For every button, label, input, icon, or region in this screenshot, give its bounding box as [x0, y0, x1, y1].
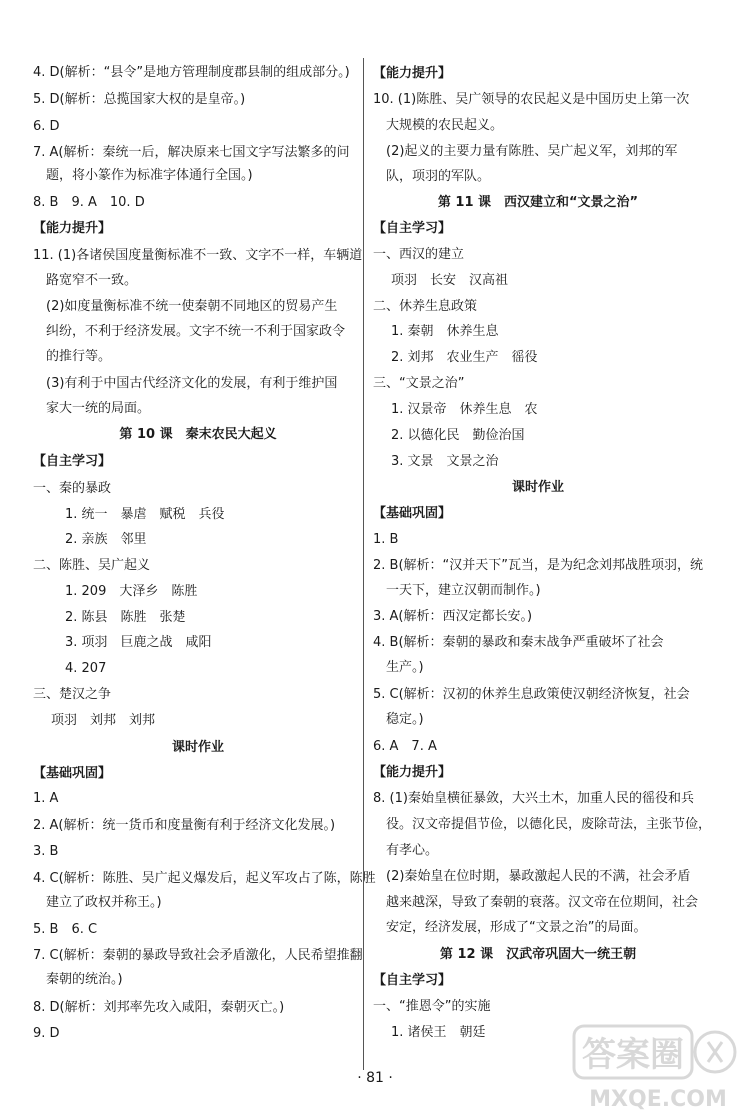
section-heading: 【基础巩固】	[373, 506, 452, 521]
homework-heading: 课时作业	[511, 480, 564, 495]
answer-5: 5. C(解析：汉初的休养生息政策使汉朝经济恢复，社会	[373, 687, 690, 702]
answer-7-cont: 题，将小篆作为标准字体通行全国。)	[46, 168, 253, 183]
answer-10-2: (2)起义的主要力量有陈胜、吴广起义军，刘邦的军	[386, 144, 678, 159]
list-item: 1. 汉景帝 休养生息 农	[391, 402, 538, 417]
answer-3: 3. A(解析：西汉定都长安。)	[373, 609, 533, 624]
subheading: 三、“文景之治”	[373, 376, 465, 391]
answer-2-cont: 一天下，建立汉朝而制作。)	[386, 583, 541, 598]
section-heading: 【能力提升】	[33, 221, 112, 236]
list-item: 4. 207	[65, 661, 107, 676]
section-heading: 【基础巩固】	[33, 766, 112, 781]
column-divider	[363, 58, 364, 1070]
subheading: 一、“推恩令”的实施	[373, 999, 491, 1014]
answer-7: 7. A(解析：秦统一后，解决原来七国文字写法繁多的问	[33, 145, 350, 160]
answer-5-6: 5. B 6. C	[33, 922, 98, 937]
answer-11-2-cont: 的推行等。	[46, 349, 112, 364]
subheading: 一、秦的暴政	[33, 481, 112, 496]
answer-4: 4. C(解析：陈胜、吴广起义爆发后，起义军攻占了陈，陈胜	[33, 871, 376, 886]
answer-11-3-cont: 家大一统的局面。	[46, 401, 151, 416]
answer-8-cont: 有孝心。	[386, 843, 439, 858]
section-heading: 【自主学习】	[33, 454, 112, 469]
list-item: 1. 诸侯王 朝廷	[391, 1025, 486, 1040]
answer-6-7: 6. A 7. A	[373, 739, 437, 754]
subheading: 二、休养生息政策	[373, 299, 478, 314]
section-heading: 【自主学习】	[373, 221, 452, 236]
homework-heading: 课时作业	[171, 740, 224, 755]
answer-8-cont: 役。汉文帝提倡节俭，以德化民，废除苛法，主张节俭，	[386, 817, 712, 832]
answer-7-cont: 秦朝的统治。)	[46, 972, 123, 987]
answer-1: 1. B	[373, 532, 399, 547]
answer-8: 8. D(解析：刘邦率先攻入咸阳，秦朝灭亡。)	[33, 1000, 285, 1015]
answer-5-cont: 稳定。)	[386, 712, 424, 727]
list-item: 1. 统一 暴虐 赋税 兵役	[65, 507, 225, 522]
subheading: 三、楚汉之争	[33, 687, 112, 702]
list-item: 项羽 刘邦 刘邦	[51, 713, 156, 728]
list-item: 3. 文景 文景之治	[391, 454, 499, 469]
watermark-text-cn: 答案圈	[582, 1035, 684, 1075]
page-number: · 81 ·	[357, 1070, 393, 1086]
answer-7: 7. C(解析：秦朝的暴政导致社会矛盾激化，人民希望推翻	[33, 948, 363, 963]
answer-2: 2. B(解析：“汉并天下”瓦当，是为纪念刘邦战胜项羽，统	[373, 558, 703, 573]
subheading: 一、西汉的建立	[373, 247, 465, 262]
list-item: 2. 以德化民 勤俭治国	[391, 428, 525, 443]
section-heading: 【能力提升】	[373, 66, 452, 81]
answer-11-2: (2)如度量衡标准不统一使秦朝不同地区的贸易产生	[46, 299, 338, 314]
answer-11-2-cont: 纠纷，不利于经济发展。文字不统一不利于国家政令	[46, 324, 346, 339]
list-item: 1. 209 大泽乡 陈胜	[65, 584, 198, 599]
lesson-title: 第 10 课 秦末农民大起义	[119, 427, 277, 442]
section-heading: 【能力提升】	[373, 765, 452, 780]
answer-8-2: (2)秦始皇在位时期，暴政激起人民的不满，社会矛盾	[386, 869, 691, 884]
answer-11-cont: 路宽窄不一致。	[46, 273, 138, 288]
answer-8: 8. (1)秦始皇横征暴敛，大兴土木，加重人民的徭役和兵	[373, 791, 694, 806]
list-item: 2. 亲族 邻里	[65, 532, 147, 547]
answer-4: 4. D(解析：“县令”是地方管理制度郡县制的组成部分。)	[33, 65, 350, 80]
list-item: 2. 刘邦 农业生产 徭役	[391, 350, 538, 365]
answer-11-3: (3)有利于中国古代经济文化的发展，有利于维护国	[46, 376, 338, 391]
answer-1: 1. A	[33, 791, 59, 806]
answer-3: 3. B	[33, 844, 59, 859]
answer-8-2-cont: 越来越深，导致了秦朝的衰落。汉文帝在位期间，社会	[386, 895, 699, 910]
section-heading: 【自主学习】	[373, 973, 452, 988]
answer-4: 4. B(解析：秦朝的暴政和秦末战争严重破坏了社会	[373, 635, 664, 650]
answer-10-2-cont: 队，项羽的军队。	[386, 169, 491, 184]
subheading: 二、陈胜、吴广起义	[33, 558, 151, 573]
list-item: 项羽 长安 汉高祖	[391, 273, 509, 288]
list-item: 2. 陈县 陈胜 张楚	[65, 610, 186, 625]
answer-9: 9. D	[33, 1026, 60, 1041]
lesson-title: 第 12 课 汉武帝巩固大一统王朝	[439, 947, 637, 962]
watermark-text-url: MXQE.COM	[589, 1087, 727, 1112]
answer-6: 6. D	[33, 119, 60, 134]
answer-2: 2. A(解析：统一货币和度量衡有利于经济文化发展。)	[33, 818, 336, 833]
lesson-title: 第 11 课 西汉建立和“文景之治”	[437, 195, 639, 210]
answer-11: 11. (1)各诸侯国度量衡标准不一致、文字不一样，车辆道	[33, 248, 363, 263]
answer-10: 10. (1)陈胜、吴广领导的农民起义是中国历史上第一次	[373, 92, 690, 107]
list-item: 1. 秦朝 休养生息	[391, 324, 499, 339]
watermark-icon	[570, 1022, 740, 1112]
answer-4-cont: 建立了政权并称王。)	[46, 895, 162, 910]
answer-8-2-cont: 安定，经济发展，形成了“文景之治”的局面。	[386, 920, 647, 935]
answer-8-10: 8. B 9. A 10. D	[33, 195, 145, 210]
watermark-logo	[570, 1022, 740, 1112]
answer-5: 5. D(解析：总揽国家大权的是皇帝。)	[33, 92, 246, 107]
answer-4-cont: 生产。)	[386, 660, 424, 675]
answer-10-cont: 大规模的农民起义。	[386, 118, 504, 133]
list-item: 3. 项羽 巨鹿之战 咸阳	[65, 635, 212, 650]
